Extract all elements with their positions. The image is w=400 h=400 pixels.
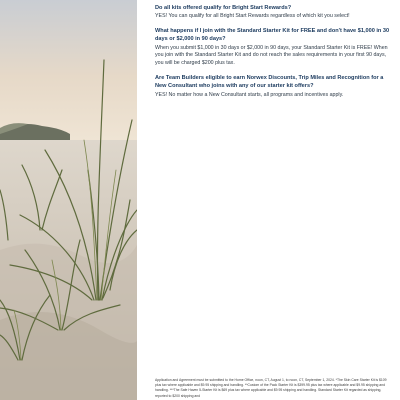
faq-answer: YES! No matter how a New Consultant starts, all programs and incentives apply. — [155, 91, 344, 98]
faq-question: What happens if I join with the Standard Starter Kit for FREE and don't have $1,000 in 30 days or $2,000 in 90 days? — [155, 28, 390, 43]
legal-footnote: Application and Agreement must be submitted to the Home Office, noon, CT, August 1, to noon, CT, September 1, 2024. *The Skin Care Starter Kit is $109 plus tax where applicable and $9.95 shipping and handling. **Custom of the Pack Starter Kit is $399.95 plus tax where applicable and $9.95 shipping and handling. ***The Safe Haven 5-Starter Kit is $69 plus tax where applicable and $9.95 shipping and handling. Standard Starter Kit regarded as shipping, reported to $200 shipping and — [155, 378, 387, 398]
beach-grass-photo — [0, 0, 137, 400]
faq-question: Are Team Builders eligible to earn Norwex Discounts, Trip Miles and Recognition for a New Consultant who joins with any of our starter kit offers? — [155, 75, 384, 90]
faq-section — [155, 4, 393, 106]
faq-answer: When you submit $1,000 in 30 days or $2,000 in 90 days, your Standard Starter Kit is FREE! When you join with the Standard Starter Kit and do not reach the sales requirements in your first 90 days, you will be charged $200 plus tax. — [155, 44, 388, 67]
faq-answer: YES! You can qualify for all Bright Start Rewards regardless of which kit you select! — [155, 13, 350, 20]
faq-question: Do all kits offered qualify for Bright Start Rewards? — [155, 5, 292, 11]
